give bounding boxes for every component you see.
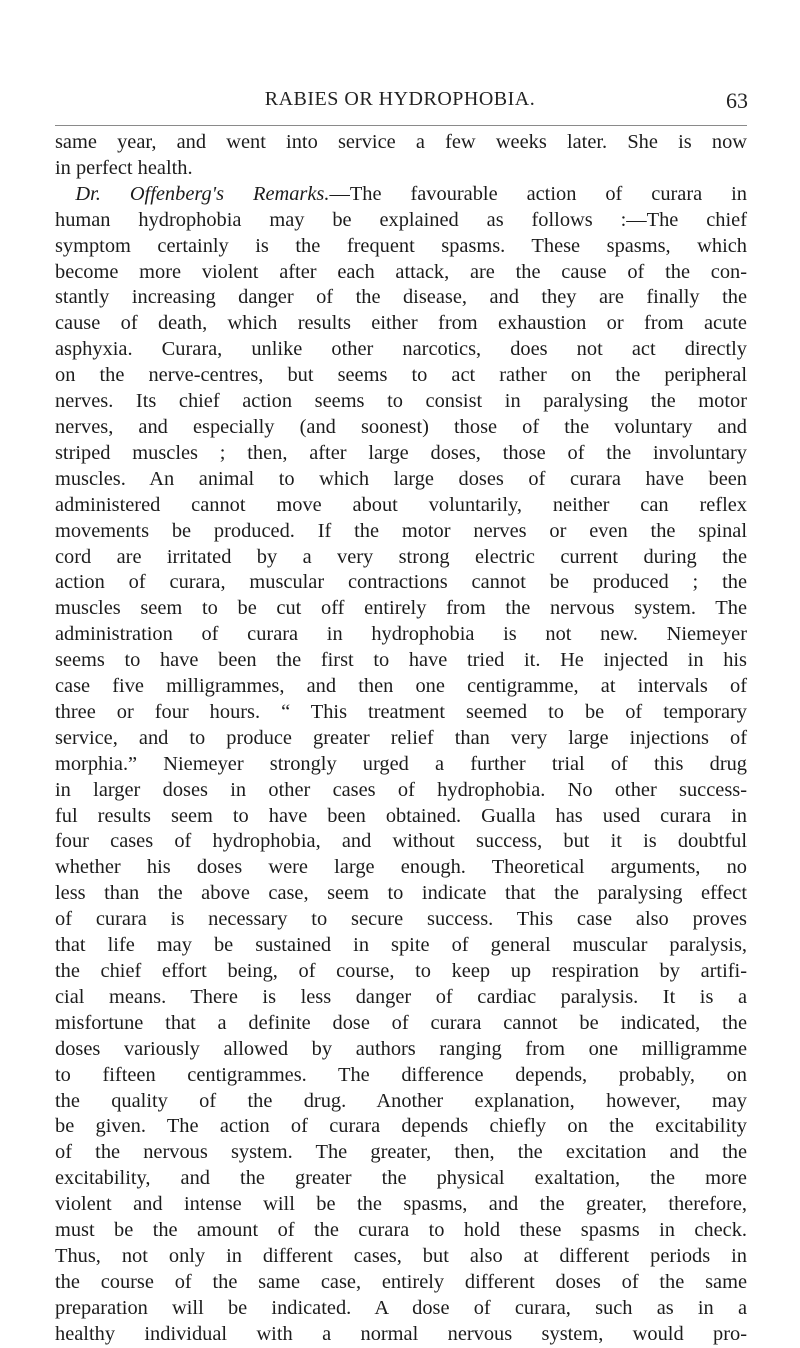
text-line: of curara is necessary to secure success. This case also proves [55,908,747,931]
text-line: service, and to produce greater relief than very large injections of [55,726,747,749]
text-line: preparation will be indicated. A dose of curara, such as in a [55,1296,747,1319]
text-line: must be the amount of the curara to hold these spasms in check. [55,1219,747,1242]
heading-continuation: —The favourable action of curara in [329,182,747,205]
text-line: nerves. Its chief action seems to consist in paralysing the motor [55,390,747,413]
body-text [55,130,747,1348]
text-line: become more violent after each attack, are the cause of the con- [55,260,747,283]
text-line: violent and intense will be the spasms, and the greater, therefore, [55,1193,747,1216]
running-title: RABIES OR HYDROPHOBIA. [264,88,536,110]
text-line: the chief effort being, of course, to keep up respiration by artifi- [55,960,747,982]
text-line: excitability, and the greater the physical exaltation, the more [55,1167,747,1190]
text-line: less than the above case, seem to indicate that the paralysing effect [55,882,747,905]
text-line: stantly increasing danger of the disease, and they are finally the [55,286,747,309]
text-line: muscles seem to be cut off entirely from the nervous system. The [55,597,747,620]
text-line: asphyxia. Curara, unlike other narcotics, does not act directly [55,338,747,361]
text-line: striped muscles ; then, after large doses, those of the involuntary [55,441,747,464]
text-line: action of curara, muscular contractions cannot be produced ; the [55,571,747,594]
text-line: of the nervous system. The greater, then, the excitation and the [55,1141,747,1164]
text-line: nerves, and especially (and soonest) those of the voluntary and [55,415,747,438]
paragraph-2 [55,182,747,1348]
text-line: the quality of the drug. Another explanation, however, may [55,1089,747,1112]
text-line: in larger doses in other cases of hydrophobia. No other success- [55,778,747,801]
text-line: ful results seem to have been obtained. Gualla has used curara in [55,804,747,827]
text-line: doses variously allowed by authors ranging from one milligramme [55,1037,747,1060]
text-line: seems to have been the first to have tried it. He injected in his [55,649,747,672]
text-line: Thus, not only in different cases, but also at different periods in [55,1244,747,1267]
text-line: human hydrophobia may be explained as follows :—The chief [55,208,747,231]
text-line: cause of death, which results either from exhaustion or from acute [55,312,747,335]
text-line: be given. The action of curara depends chiefly on the excitability [55,1115,747,1138]
text-line: that life may be sustained in spite of general muscular paralysis, [55,934,747,957]
text-line: healthy individual with a normal nervous system, would pro- [55,1322,747,1345]
text-line: movements be produced. If the motor nerves or even the spinal [55,519,747,542]
text-line: morphia.” Niemeyer strongly urged a further trial of this drug [55,752,747,775]
text-line: whether his doses were large enough. Theoretical arguments, no [55,856,747,879]
text-line: case five milligrammes, and then one centigramme, at intervals of [55,675,747,698]
text-line: same year, and went into service a few weeks later. She is now [55,131,747,153]
running-head [0,88,800,118]
text-line: cial means. There is less danger of cardiac paralysis. It is a [55,985,747,1008]
text-line: on the nerve-centres, but seems to act rather on the peripheral [55,364,747,387]
page-number: 63 [726,88,748,113]
text-line: cord are irritated by a very strong electric current during the [55,545,747,568]
section-heading: Dr. Offenberg's Remarks. [75,182,330,205]
text-line: the course of the same case, entirely different doses of the same [55,1270,747,1293]
text-line: misfortune that a definite dose of curara cannot be indicated, the [55,1011,747,1034]
text-line: to fifteen centigrammes. The difference depends, probably, on [55,1063,747,1086]
paragraph-1 [55,130,747,182]
text-line: four cases of hydrophobia, and without success, but it is doubtful [55,830,747,853]
text-line [55,182,747,208]
header-rule [55,125,747,126]
text-line: three or four hours. “ This treatment seemed to be of temporary [55,700,747,723]
text-line: administered cannot move about voluntarily, neither can reflex [55,493,747,516]
text-line: symptom certainly is the frequent spasms. These spasms, which [55,234,747,257]
text-line: muscles. An animal to which large doses of curara have been [55,467,747,490]
text-line: in perfect health. [55,156,193,179]
text-line: administration of curara in hydrophobia is not new. Niemeyer [55,623,747,646]
